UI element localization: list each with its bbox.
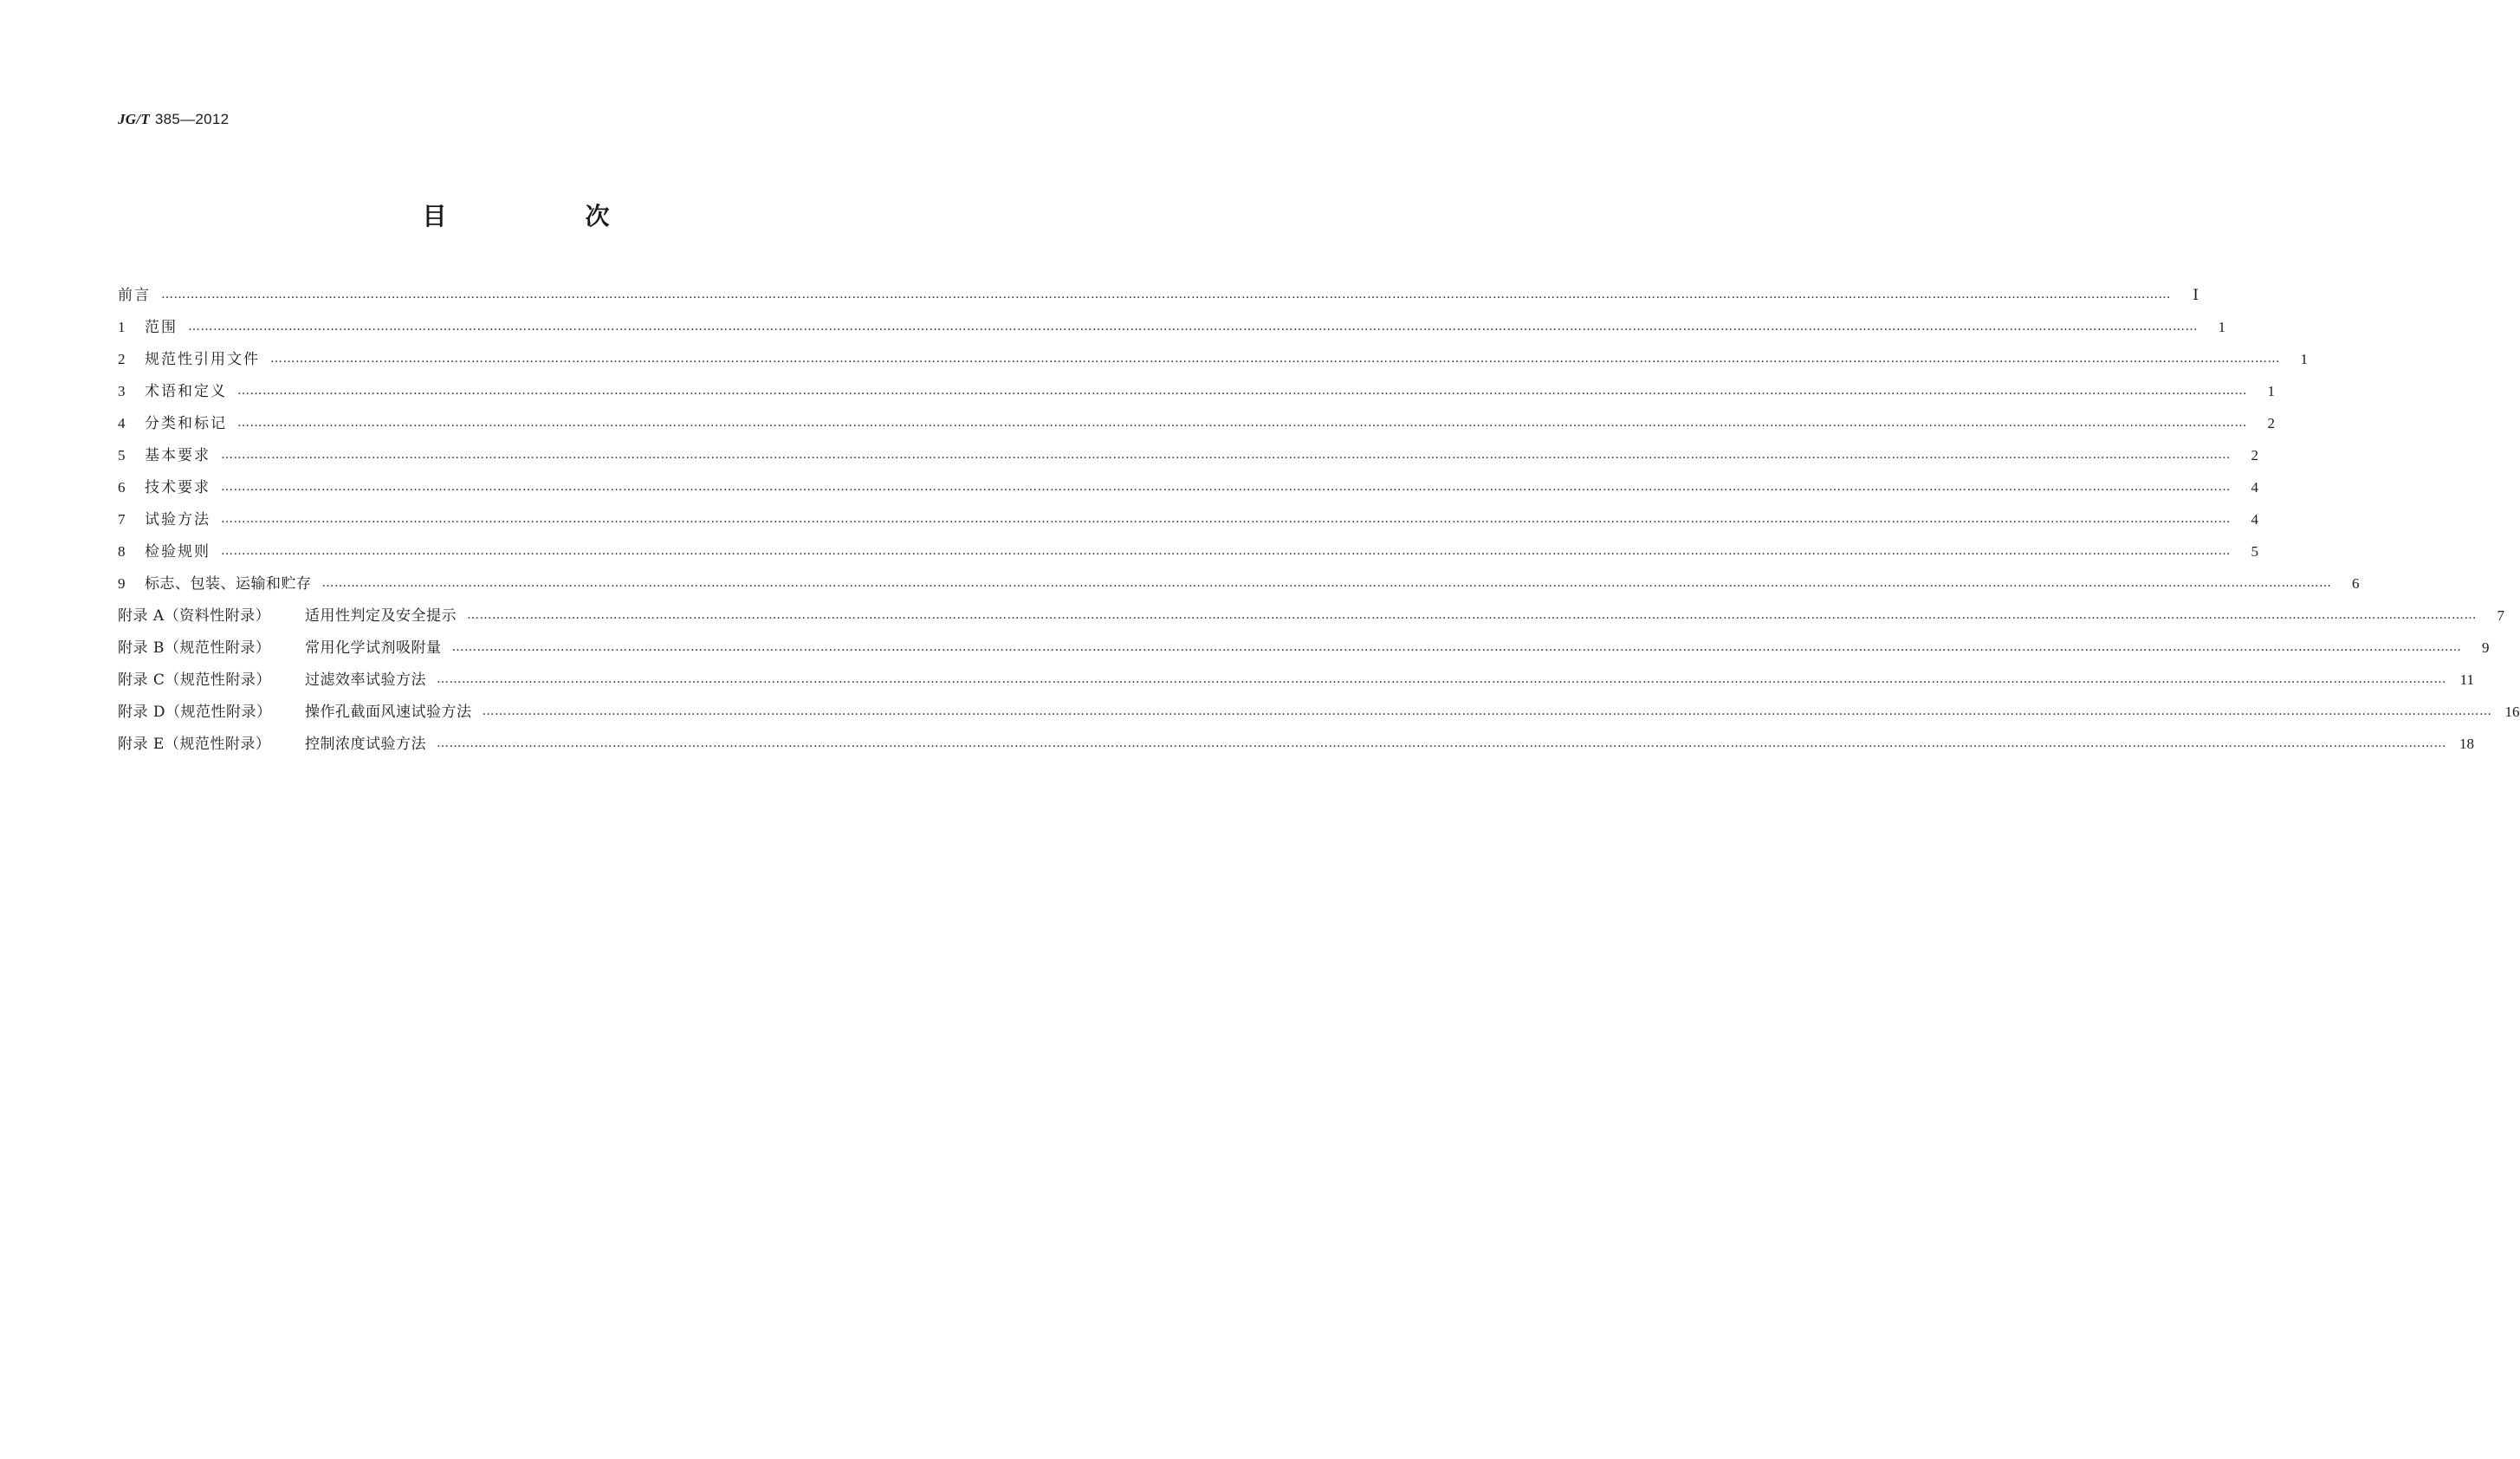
toc-entry-page: 6 [2352,575,2360,592]
toc-entry-text: 常用化学试剂吸附量 [305,639,442,657]
toc-entry-number: 7 [118,511,126,528]
toc-entry-technical-requirements[interactable] [118,475,2258,507]
toc-entry-terms-definitions[interactable] [118,379,2275,411]
toc-entry-number: 2 [118,351,126,367]
toc-entry-page: 9 [2482,639,2490,656]
toc-entry-number: 1 [118,319,126,335]
toc-leader-dots: ………………………………………………………………………………………………………………………………………………………………………………………………………………………………………………………………………………………………………………………………………………………………………………………………………………………………………… [237,384,2247,398]
toc-entry-page: 7 [2497,607,2504,624]
toc-entry-text: 前言 [118,287,151,304]
toc-entry-page: 5 [2251,543,2258,560]
toc-leader-dots: ………………………………………………………………………………………………………………………………………………………………………………………………………………………………………………………………………………………………………………………………………………………………………………………………………………………………………… [451,640,2462,654]
toc-entry-text: 检验规则 [145,543,211,561]
toc-entry-annex-b[interactable] [118,635,2490,667]
toc-leader-dots: ………………………………………………………………………………………………………………………………………………………………………………………………………………………………………………………………………………………………………………………………………………………………………………………………………………………………………… [482,704,2492,718]
toc-entry-inspection-rules[interactable] [118,539,2258,571]
toc-entry-text: 分类和标记 [145,415,227,432]
toc-entry-text: 技术要求 [145,479,211,496]
page-title: 目 次 [422,202,667,230]
toc-leader-dots: ………………………………………………………………………………………………………………………………………………………………………………………………………………………………………………………………………………………………………………………………………………………………………………………………………………………………………… [221,448,2231,462]
toc-entry-page: 4 [2251,479,2258,496]
toc-entry-number: 3 [118,383,126,399]
toc-leader-dots: ………………………………………………………………………………………………………………………………………………………………………………………………………………………………………………………………………………………………………………………………………………………………………………………………………………………………………… [270,352,2280,366]
toc-entry-scope[interactable] [118,314,2225,347]
toc-entry-classification[interactable] [118,411,2275,443]
toc-entry-page: 1 [2300,351,2308,367]
toc-annex-prefix: 附录 B（规范性附录） [118,639,271,657]
toc-entry-normative-references[interactable] [118,347,2308,379]
toc-entry-text: 标志、包装、运输和贮存 [145,575,312,593]
toc-entry-text: 范围 [145,319,178,336]
toc-entry-text: 适用性判定及安全提示 [305,607,457,625]
toc-entry-text: 术语和定义 [145,383,227,400]
toc-annex-prefix: 附录 A（资料性附录） [118,607,271,625]
toc-entry-page: 16 [2504,704,2520,720]
toc-entry-text: 控制浓度试验方法 [305,736,426,753]
toc-leader-dots: ………………………………………………………………………………………………………………………………………………………………………………………………………………………………………………………………………………………………………………………………………………………………………………………………………………………………………… [321,576,2332,590]
toc-leader-dots: ………………………………………………………………………………………………………………………………………………………………………………………………………………………………………………………………………………………………………………………………………………………………………………………………………………………………………… [221,480,2231,494]
toc-annex-prefix: 附录 D（规范性附录） [118,704,272,721]
toc-entry-page: Ⅰ [2193,287,2199,303]
toc-leader-dots: ………………………………………………………………………………………………………………………………………………………………………………………………………………………………………………………………………………………………………………………………………………………………………………………………………………………………………… [221,544,2231,558]
toc-entry-annex-d[interactable] [118,699,2520,731]
toc-annex-prefix: 附录 C（规范性附录） [118,671,271,689]
toc-entry-page: 4 [2251,511,2258,528]
toc-entry-basic-requirements[interactable] [118,443,2258,475]
toc-entry-number: 5 [118,447,126,464]
toc-entry-page: 1 [2218,319,2225,335]
toc-leader-dots: ………………………………………………………………………………………………………………………………………………………………………………………………………………………………………………………………………………………………………………………………………………………………………………………………………………………………………… [467,608,2477,622]
toc-leader-dots: ………………………………………………………………………………………………………………………………………………………………………………………………………………………………………………………………………………………………………………………………………………………………………………………………………………………………………… [161,288,2171,302]
toc-entry-text: 规范性引用文件 [145,351,260,368]
toc-entry-page: 11 [2459,671,2474,688]
toc-leader-dots: ………………………………………………………………………………………………………………………………………………………………………………………………………………………………………………………………………………………………………………………………………………………………………………………………………………………………………… [437,672,2446,686]
toc-entry-number: 4 [118,415,126,431]
standard-prefix: JG/T [118,111,151,127]
standard-code [118,111,229,128]
toc-entry-number: 6 [118,479,126,496]
toc-entry-page: 1 [2267,383,2275,399]
toc-entry-test-methods[interactable] [118,507,2258,539]
toc-entry-page: 2 [2267,415,2275,431]
toc-entry-foreword[interactable] [118,282,2199,314]
table-of-contents [118,282,2520,763]
toc-entry-text: 基本要求 [145,447,211,464]
toc-leader-dots: ………………………………………………………………………………………………………………………………………………………………………………………………………………………………………………………………………………………………………………………………………………………………………………………………………………………………………… [237,416,2247,430]
toc-entry-number: 8 [118,543,126,560]
toc-entry-text: 操作孔截面风速试验方法 [305,704,472,721]
toc-entry-number: 9 [118,575,126,592]
toc-leader-dots: ………………………………………………………………………………………………………………………………………………………………………………………………………………………………………………………………………………………………………………………………………………………………………………………………………………………………………… [188,320,2198,334]
standard-number: 385—2012 [154,111,230,127]
toc-leader-dots: ………………………………………………………………………………………………………………………………………………………………………………………………………………………………………………………………………………………………………………………………………………………………………………………………………………………………………… [437,736,2446,750]
toc-entry-text: 试验方法 [145,511,211,528]
toc-entry-page: 2 [2251,447,2258,464]
toc-entry-annex-e[interactable] [118,731,2474,763]
toc-leader-dots: ………………………………………………………………………………………………………………………………………………………………………………………………………………………………………………………………………………………………………………………………………………………………………………………………………………………………………… [221,512,2231,526]
toc-entry-annex-c[interactable] [118,667,2474,699]
toc-entry-marking-packaging[interactable] [118,571,2360,603]
toc-entry-annex-a[interactable] [118,603,2504,635]
toc-entry-page: 18 [2459,736,2474,752]
toc-entry-text: 过滤效率试验方法 [305,671,426,689]
toc-annex-prefix: 附录 E（规范性附录） [118,736,271,753]
